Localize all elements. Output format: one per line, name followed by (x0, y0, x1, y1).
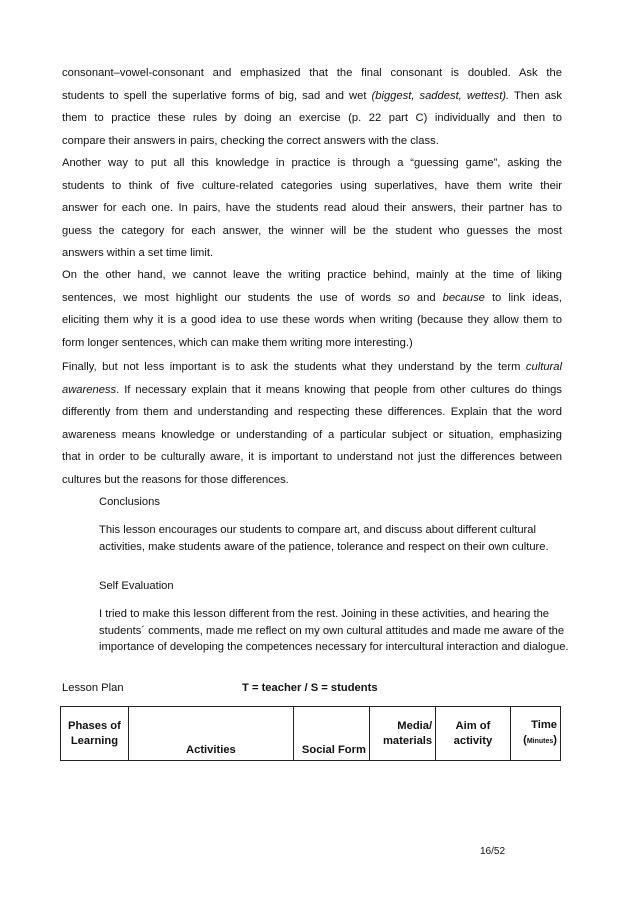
minutes-label: Minutes (526, 738, 554, 745)
text-line (62, 379, 562, 402)
lesson-plan-label: Lesson Plan (62, 682, 124, 694)
conclusions-text: This lesson encourages our students to compare art, and discuss about different cultural activities, make students aware of the patience, tolerance and respect on their own culture. (99, 524, 549, 553)
paragraph-cultural-awareness (62, 356, 562, 492)
italic-examples: (biggest, saddest, wettest). (371, 89, 510, 102)
text-span: to link ideas, (484, 291, 563, 304)
header-media-materials (369, 707, 435, 761)
paren: ( (523, 734, 527, 746)
text-span: . If necessary explain that it means knowing that people from other cultures do things (116, 383, 562, 396)
header-social-form (293, 707, 369, 761)
text-line: differently from them and understanding and respecting these differences. Explain that the word (62, 406, 562, 419)
paragraph-superlatives (62, 62, 562, 152)
text-line: students to think of five culture-related categories using superlatives, have them write their (62, 179, 562, 192)
text-span: sentences, we most highlight our students the use of words (62, 291, 398, 304)
text-span: students to spell the superlative forms of big, sad and wet (62, 89, 372, 102)
text-line: form longer sentences, which can make them writing more interesting.) (62, 336, 413, 349)
text-span: and (409, 291, 443, 304)
header-text: materials (382, 734, 433, 747)
text-line: awareness means knowledge or understanding of a particular subject or situation, emphasizing (62, 428, 562, 441)
text-span: Finally, but not less important is to ask the students what they understand by the term (62, 361, 526, 373)
lesson-plan-legend: T = teacher / S = students (242, 682, 378, 694)
text-line: consonant–vowel-consonant and emphasized that the final consonant is doubled. Ask the (62, 67, 562, 79)
page-number: 16/52 (480, 846, 506, 857)
header-text: Social Form (301, 744, 366, 756)
text-line: them to practice these rules by doing an exercise (p. 22 part C) individually and then to (62, 112, 562, 125)
text-line (62, 287, 562, 310)
header-phases-of-learning (61, 707, 129, 761)
text-line: compare their answers in pairs, checking the correct answers with the class. (62, 134, 439, 147)
italic-term: cultural (525, 361, 562, 373)
paren: ) (553, 734, 557, 746)
text-line: eliciting them why it is a good idea to use these words when writing (because they allow them to (62, 314, 562, 327)
header-text: Activities (186, 744, 236, 756)
header-text: Time (531, 719, 557, 731)
conclusions-heading: Conclusions (99, 496, 160, 508)
header-text: activity (453, 734, 493, 747)
italic-term: awareness (62, 383, 117, 396)
header-aim-of-activity (436, 707, 511, 761)
paragraph-writing-practice (62, 264, 562, 354)
text-line: answer for each one. In pairs, have the students read aloud their answers, their partner has to (62, 202, 562, 215)
text-line: that in order to be culturally aware, it is important to understand not just the differences between (62, 451, 562, 464)
italic-word-because: because (442, 291, 485, 304)
header-text: Aim of (455, 719, 491, 732)
text-line (62, 85, 562, 108)
paragraph-guessing-game (62, 152, 562, 265)
text-line: On the other hand, we cannot leave the writing practice behind, mainly at the time of liking (62, 269, 562, 281)
header-text (514, 733, 557, 749)
self-evaluation-text: I tried to make this lesson different from the rest. Joining in these activities, and hearing the students´ comments, made me reflect on my own cultural attitudes and made me aware of the importance of developing the competences necessary for intercultural interaction and dialogue. (99, 608, 569, 653)
text-span: Then ask (509, 89, 562, 102)
text-line: guess the category for each answer, the winner will be the student who guesses the most (62, 224, 562, 237)
header-text: Phases of (68, 719, 121, 732)
header-activities (128, 707, 293, 761)
lesson-plan-table (60, 706, 561, 761)
text-line: cultures but the reasons for those differences. (62, 473, 289, 486)
header-text: Media/ (397, 719, 433, 732)
text-line: Another way to put all this knowledge in practice is through a “guessing game”, asking the (62, 157, 562, 169)
text-line: answers within a set time limit. (62, 247, 214, 260)
header-time-minutes (510, 707, 560, 761)
italic-word-so: so (398, 291, 410, 304)
self-evaluation-heading: Self Evaluation (99, 580, 174, 592)
text-line (62, 356, 562, 379)
header-text: Learning (70, 734, 119, 747)
table-header-row (61, 707, 561, 761)
